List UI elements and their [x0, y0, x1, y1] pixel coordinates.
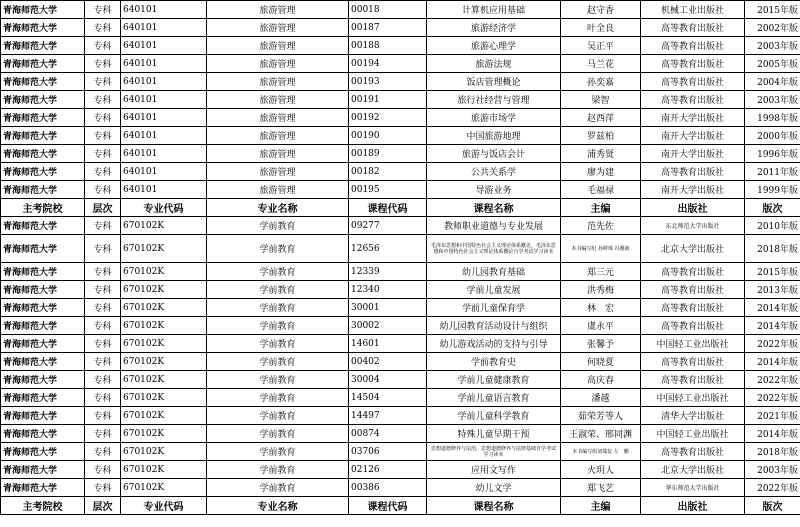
edition-cell: 2003年版: [745, 37, 800, 55]
course-name-cell: 学前儿童科学教育: [427, 407, 561, 425]
publisher-cell: 高等教育出版社: [641, 281, 745, 299]
major-code-cell: 670102K: [121, 443, 207, 461]
edition-cell: 2003年版: [745, 91, 800, 109]
table-row: [1, 335, 800, 353]
publisher-cell: 清华大学出版社: [641, 407, 745, 425]
publisher-cell: 北京大学出版社: [641, 235, 745, 263]
table-row: [1, 1, 800, 19]
table-row: [1, 145, 800, 163]
publisher-cell: 高等教育出版社: [641, 91, 745, 109]
major-code-cell: 640101: [121, 109, 207, 127]
course-name-cell: 幼儿园教育基础: [427, 263, 561, 281]
editor-cell: 本书编写组刘瑞复 左 鹏: [561, 443, 641, 461]
school-cell: 青海师范大学: [1, 281, 85, 299]
school-cell: 青海师范大学: [1, 407, 85, 425]
publisher-cell: 高等教育出版社: [641, 353, 745, 371]
header-publisher-cell: 出版社: [641, 497, 745, 515]
editor-cell: 郑飞艺: [561, 479, 641, 497]
course-code-cell: 14497: [349, 407, 427, 425]
level-cell: 专科: [85, 317, 121, 335]
course-name-cell: 导游业务: [427, 181, 561, 199]
table-row: [1, 425, 800, 443]
school-cell: 青海师范大学: [1, 317, 85, 335]
edition-cell: 2004年版: [745, 73, 800, 91]
course-name-cell: 教师职业道德与专业发展: [427, 217, 561, 235]
table-row: [1, 317, 800, 335]
table-row: [1, 407, 800, 425]
publisher-cell: 高等教育出版社: [641, 19, 745, 37]
table-row: [1, 461, 800, 479]
header-course-code-cell: 课程代码: [349, 497, 427, 515]
school-cell: 青海师范大学: [1, 109, 85, 127]
table-row: [1, 163, 800, 181]
header-major-name-cell: 专业名称: [207, 497, 349, 515]
course-code-cell: 00191: [349, 91, 427, 109]
header-level-cell: 层次: [85, 497, 121, 515]
level-cell: 专科: [85, 73, 121, 91]
course-code-cell: 00189: [349, 145, 427, 163]
editor-cell: 浦秀贤: [561, 145, 641, 163]
course-code-cell: 30002: [349, 317, 427, 335]
level-cell: 专科: [85, 91, 121, 109]
edition-cell: 2015年版: [745, 1, 800, 19]
table-row: [1, 127, 800, 145]
course-name-cell: 毛泽东思想和中国特色社会主义理论体系概论，毛泽东思想和中国特色社会主义理论体系概论自学考试学习读本: [427, 235, 561, 263]
major-name-cell: 旅游管理: [207, 55, 349, 73]
edition-cell: 1996年版: [745, 145, 800, 163]
course-code-cell: 02126: [349, 461, 427, 479]
level-cell: 专科: [85, 389, 121, 407]
publisher-cell: 高等教育出版社: [641, 73, 745, 91]
level-cell: 专科: [85, 37, 121, 55]
publisher-cell: 高等教育出版社: [641, 317, 745, 335]
school-cell: 青海师范大学: [1, 181, 85, 199]
header-editor-cell: 主编: [561, 199, 641, 217]
table-header-row: [1, 497, 800, 515]
course-name-cell: 旅游市场学: [427, 109, 561, 127]
level-cell: 专科: [85, 461, 121, 479]
editor-cell: 茹荣芳等人: [561, 407, 641, 425]
publisher-cell: 北京大学出版社: [641, 461, 745, 479]
level-cell: 专科: [85, 109, 121, 127]
major-code-cell: 670102K: [121, 407, 207, 425]
level-cell: 专科: [85, 217, 121, 235]
level-cell: 专科: [85, 425, 121, 443]
major-name-cell: 学前教育: [207, 371, 349, 389]
publisher-cell: 高等教育出版社: [641, 55, 745, 73]
school-cell: 青海师范大学: [1, 37, 85, 55]
editor-cell: 范先佐: [561, 217, 641, 235]
level-cell: 专科: [85, 407, 121, 425]
course-code-cell: 00188: [349, 37, 427, 55]
course-name-cell: 幼儿游戏活动的支持与引导: [427, 335, 561, 353]
course-code-cell: 00874: [349, 425, 427, 443]
course-code-cell: 00182: [349, 163, 427, 181]
course-name-cell: 特殊儿童早期干预: [427, 425, 561, 443]
edition-cell: 2014年版: [745, 353, 800, 371]
level-cell: 专科: [85, 443, 121, 461]
edition-cell: 2013年版: [745, 281, 800, 299]
major-code-cell: 670102K: [121, 299, 207, 317]
major-name-cell: 旅游管理: [207, 163, 349, 181]
major-name-cell: 学前教育: [207, 425, 349, 443]
course-code-cell: 00018: [349, 1, 427, 19]
publisher-cell: 南开大学出版社: [641, 109, 745, 127]
table-row: [1, 353, 800, 371]
edition-cell: 2015年版: [745, 263, 800, 281]
level-cell: 专科: [85, 145, 121, 163]
edition-cell: 2014年版: [745, 425, 800, 443]
level-cell: 专科: [85, 353, 121, 371]
major-name-cell: 旅游管理: [207, 181, 349, 199]
course-name-cell: 旅游经济学: [427, 19, 561, 37]
major-name-cell: 学前教育: [207, 389, 349, 407]
course-code-cell: 00193: [349, 73, 427, 91]
major-name-cell: 旅游管理: [207, 127, 349, 145]
major-code-cell: 670102K: [121, 425, 207, 443]
course-code-cell: 12339: [349, 263, 427, 281]
major-name-cell: 学前教育: [207, 263, 349, 281]
editor-cell: 火玥人: [561, 461, 641, 479]
editor-cell: 本书编写组 孙蚌珠 冯雅新: [561, 235, 641, 263]
school-cell: 青海师范大学: [1, 263, 85, 281]
edition-cell: 2018年版: [745, 235, 800, 263]
course-name-cell: 幼儿园教育活动设计与组织: [427, 317, 561, 335]
edition-cell: 2022年版: [745, 371, 800, 389]
course-code-cell: 00402: [349, 353, 427, 371]
header-course-name-cell: 课程名称: [427, 497, 561, 515]
course-name-cell: 旅游心理学: [427, 37, 561, 55]
major-code-cell: 670102K: [121, 479, 207, 497]
school-cell: 青海师范大学: [1, 73, 85, 91]
table-row: [1, 109, 800, 127]
major-code-cell: 640101: [121, 145, 207, 163]
editor-cell: 虞永平: [561, 317, 641, 335]
table-header-row: [1, 199, 800, 217]
major-name-cell: 学前教育: [207, 299, 349, 317]
level-cell: 专科: [85, 263, 121, 281]
major-code-cell: 640101: [121, 19, 207, 37]
course-code-cell: 09277: [349, 217, 427, 235]
level-cell: 专科: [85, 479, 121, 497]
editor-cell: 吴正平: [561, 37, 641, 55]
course-code-cell: 00192: [349, 109, 427, 127]
major-code-cell: 640101: [121, 127, 207, 145]
edition-cell: 2021年版: [745, 407, 800, 425]
school-cell: 青海师范大学: [1, 1, 85, 19]
major-code-cell: 670102K: [121, 235, 207, 263]
school-cell: 青海师范大学: [1, 371, 85, 389]
major-name-cell: 旅游管理: [207, 1, 349, 19]
school-cell: 青海师范大学: [1, 145, 85, 163]
school-cell: 青海师范大学: [1, 217, 85, 235]
table-row: [1, 19, 800, 37]
editor-cell: 洪秀梅: [561, 281, 641, 299]
edition-cell: 2022年版: [745, 479, 800, 497]
school-cell: 青海师范大学: [1, 235, 85, 263]
course-name-cell: 旅游与饭店会计: [427, 145, 561, 163]
school-cell: 青海师范大学: [1, 91, 85, 109]
major-code-cell: 670102K: [121, 353, 207, 371]
publisher-cell: 高等教育出版社: [641, 443, 745, 461]
course-name-cell: 学前儿童发展: [427, 281, 561, 299]
edition-cell: 2002年版: [745, 19, 800, 37]
table-row: [1, 263, 800, 281]
publisher-cell: 高等教育出版社: [641, 299, 745, 317]
course-code-cell: 03706: [349, 443, 427, 461]
header-edition-cell: 版次: [745, 199, 800, 217]
table-row: [1, 389, 800, 407]
publisher-cell: 中国轻工业出版社: [641, 335, 745, 353]
table-row: [1, 181, 800, 199]
editor-cell: 罗兹柏: [561, 127, 641, 145]
school-cell: 青海师范大学: [1, 425, 85, 443]
major-name-cell: 旅游管理: [207, 19, 349, 37]
publisher-cell: 高等教育出版社: [641, 37, 745, 55]
level-cell: 专科: [85, 235, 121, 263]
table-row: [1, 479, 800, 497]
table-row: [1, 299, 800, 317]
edition-cell: 1999年版: [745, 181, 800, 199]
major-name-cell: 学前教育: [207, 317, 349, 335]
header-school-cell: 主考院校: [1, 199, 85, 217]
major-code-cell: 640101: [121, 1, 207, 19]
course-name-cell: 旅游法规: [427, 55, 561, 73]
course-code-cell: 00190: [349, 127, 427, 145]
major-name-cell: 学前教育: [207, 217, 349, 235]
edition-cell: 2005年版: [745, 55, 800, 73]
major-code-cell: 640101: [121, 181, 207, 199]
publisher-cell: 东北师范大学出版社: [641, 217, 745, 235]
major-name-cell: 学前教育: [207, 353, 349, 371]
course-name-cell: 计算机应用基础: [427, 1, 561, 19]
major-code-cell: 670102K: [121, 461, 207, 479]
level-cell: 专科: [85, 127, 121, 145]
school-cell: 青海师范大学: [1, 479, 85, 497]
edition-cell: 2014年版: [745, 299, 800, 317]
table-body: [1, 1, 800, 515]
major-name-cell: 学前教育: [207, 443, 349, 461]
course-name-cell: 学前儿童健康教育: [427, 371, 561, 389]
level-cell: 专科: [85, 55, 121, 73]
edition-cell: 2014年版: [745, 317, 800, 335]
edition-cell: 2003年版: [745, 461, 800, 479]
major-code-cell: 640101: [121, 37, 207, 55]
course-name-cell: 思想道德修养与法治，思想道德修养与法律基础自学考试学习读本: [427, 443, 561, 461]
editor-cell: 潘越: [561, 389, 641, 407]
header-course-code-cell: 课程代码: [349, 199, 427, 217]
course-name-cell: 中国旅游地理: [427, 127, 561, 145]
table-row: [1, 37, 800, 55]
major-name-cell: 学前教育: [207, 407, 349, 425]
school-cell: 青海师范大学: [1, 19, 85, 37]
course-code-cell: 12656: [349, 235, 427, 263]
editor-cell: 赵守香: [561, 1, 641, 19]
editor-cell: 高庆春: [561, 371, 641, 389]
course-name-cell: 学前儿童保育学: [427, 299, 561, 317]
school-cell: 青海师范大学: [1, 353, 85, 371]
course-name-cell: 应用文写作: [427, 461, 561, 479]
major-code-cell: 670102K: [121, 389, 207, 407]
course-code-cell: 00195: [349, 181, 427, 199]
editor-cell: 王淑荣、邢同渊: [561, 425, 641, 443]
school-cell: 青海师范大学: [1, 443, 85, 461]
editor-cell: 张馨予: [561, 335, 641, 353]
header-major-name-cell: 专业名称: [207, 199, 349, 217]
major-name-cell: 学前教育: [207, 335, 349, 353]
header-major-code-cell: 专业代码: [121, 497, 207, 515]
table-row: [1, 371, 800, 389]
school-cell: 青海师范大学: [1, 461, 85, 479]
publisher-cell: 高等教育出版社: [641, 263, 745, 281]
major-code-cell: 640101: [121, 73, 207, 91]
school-cell: 青海师范大学: [1, 299, 85, 317]
school-cell: 青海师范大学: [1, 163, 85, 181]
table-row: [1, 73, 800, 91]
editor-cell: 梁智: [561, 91, 641, 109]
course-name-cell: 幼儿文学: [427, 479, 561, 497]
header-level-cell: 层次: [85, 199, 121, 217]
table-row: [1, 91, 800, 109]
editor-cell: 赵西萍: [561, 109, 641, 127]
school-cell: 青海师范大学: [1, 335, 85, 353]
course-name-cell: 旅行社经营与管理: [427, 91, 561, 109]
editor-cell: 廖为建: [561, 163, 641, 181]
edition-cell: 2018年版: [745, 443, 800, 461]
course-code-cell: 14504: [349, 389, 427, 407]
level-cell: 专科: [85, 163, 121, 181]
major-name-cell: 旅游管理: [207, 145, 349, 163]
major-code-cell: 670102K: [121, 217, 207, 235]
course-code-cell: 00194: [349, 55, 427, 73]
table-row: [1, 443, 800, 461]
editor-cell: 郑三元: [561, 263, 641, 281]
school-cell: 青海师范大学: [1, 127, 85, 145]
header-publisher-cell: 出版社: [641, 199, 745, 217]
course-code-cell: 00386: [349, 479, 427, 497]
major-name-cell: 旅游管理: [207, 73, 349, 91]
major-code-cell: 640101: [121, 91, 207, 109]
table-row: [1, 235, 800, 263]
major-code-cell: 670102K: [121, 263, 207, 281]
editor-cell: 孙奕嘉: [561, 73, 641, 91]
major-code-cell: 640101: [121, 163, 207, 181]
course-code-cell: 30004: [349, 371, 427, 389]
publisher-cell: 高等教育出版社: [641, 371, 745, 389]
major-code-cell: 670102K: [121, 335, 207, 353]
publisher-cell: 南开大学出版社: [641, 181, 745, 199]
edition-cell: 2010年版: [745, 217, 800, 235]
publisher-cell: 高等教育出版社: [641, 163, 745, 181]
level-cell: 专科: [85, 335, 121, 353]
publisher-cell: 机械工业出版社: [641, 1, 745, 19]
table-row: [1, 55, 800, 73]
edition-cell: 2011年版: [745, 163, 800, 181]
school-cell: 青海师范大学: [1, 55, 85, 73]
major-name-cell: 旅游管理: [207, 109, 349, 127]
publisher-cell: 华东师范大学出版社: [641, 479, 745, 497]
table-row: [1, 281, 800, 299]
header-edition-cell: 版次: [745, 497, 800, 515]
level-cell: 专科: [85, 1, 121, 19]
header-major-code-cell: 专业代码: [121, 199, 207, 217]
major-name-cell: 学前教育: [207, 461, 349, 479]
course-name-cell: 饭店管理概论: [427, 73, 561, 91]
publisher-cell: 中国轻工业出版社: [641, 425, 745, 443]
edition-cell: 2022年版: [745, 389, 800, 407]
header-course-name-cell: 课程名称: [427, 199, 561, 217]
header-editor-cell: 主编: [561, 497, 641, 515]
level-cell: 专科: [85, 19, 121, 37]
major-name-cell: 学前教育: [207, 479, 349, 497]
major-code-cell: 670102K: [121, 281, 207, 299]
publisher-cell: 南开大学出版社: [641, 145, 745, 163]
level-cell: 专科: [85, 299, 121, 317]
major-name-cell: 旅游管理: [207, 37, 349, 55]
level-cell: 专科: [85, 181, 121, 199]
level-cell: 专科: [85, 371, 121, 389]
editor-cell: 林 宏: [561, 299, 641, 317]
course-name-cell: 公共关系学: [427, 163, 561, 181]
major-code-cell: 670102K: [121, 371, 207, 389]
edition-cell: 2022年版: [745, 335, 800, 353]
header-school-cell: 主考院校: [1, 497, 85, 515]
major-name-cell: 学前教育: [207, 281, 349, 299]
course-code-cell: 14601: [349, 335, 427, 353]
major-name-cell: 旅游管理: [207, 91, 349, 109]
course-code-cell: 00187: [349, 19, 427, 37]
major-code-cell: 640101: [121, 55, 207, 73]
major-name-cell: 学前教育: [207, 235, 349, 263]
course-name-cell: 学前儿童语言教育: [427, 389, 561, 407]
editor-cell: 马兰花: [561, 55, 641, 73]
major-code-cell: 670102K: [121, 317, 207, 335]
course-code-cell: 30001: [349, 299, 427, 317]
edition-cell: 2000年版: [745, 127, 800, 145]
editor-cell: 何晓夏: [561, 353, 641, 371]
publisher-cell: 中国轻工业出版社: [641, 389, 745, 407]
editor-cell: 叶全良: [561, 19, 641, 37]
level-cell: 专科: [85, 281, 121, 299]
school-cell: 青海师范大学: [1, 389, 85, 407]
publisher-cell: 南开大学出版社: [641, 127, 745, 145]
course-code-cell: 12340: [349, 281, 427, 299]
course-name-cell: 学前教育史: [427, 353, 561, 371]
editor-cell: 毛福禄: [561, 181, 641, 199]
edition-cell: 1998年版: [745, 109, 800, 127]
table-row: [1, 217, 800, 235]
